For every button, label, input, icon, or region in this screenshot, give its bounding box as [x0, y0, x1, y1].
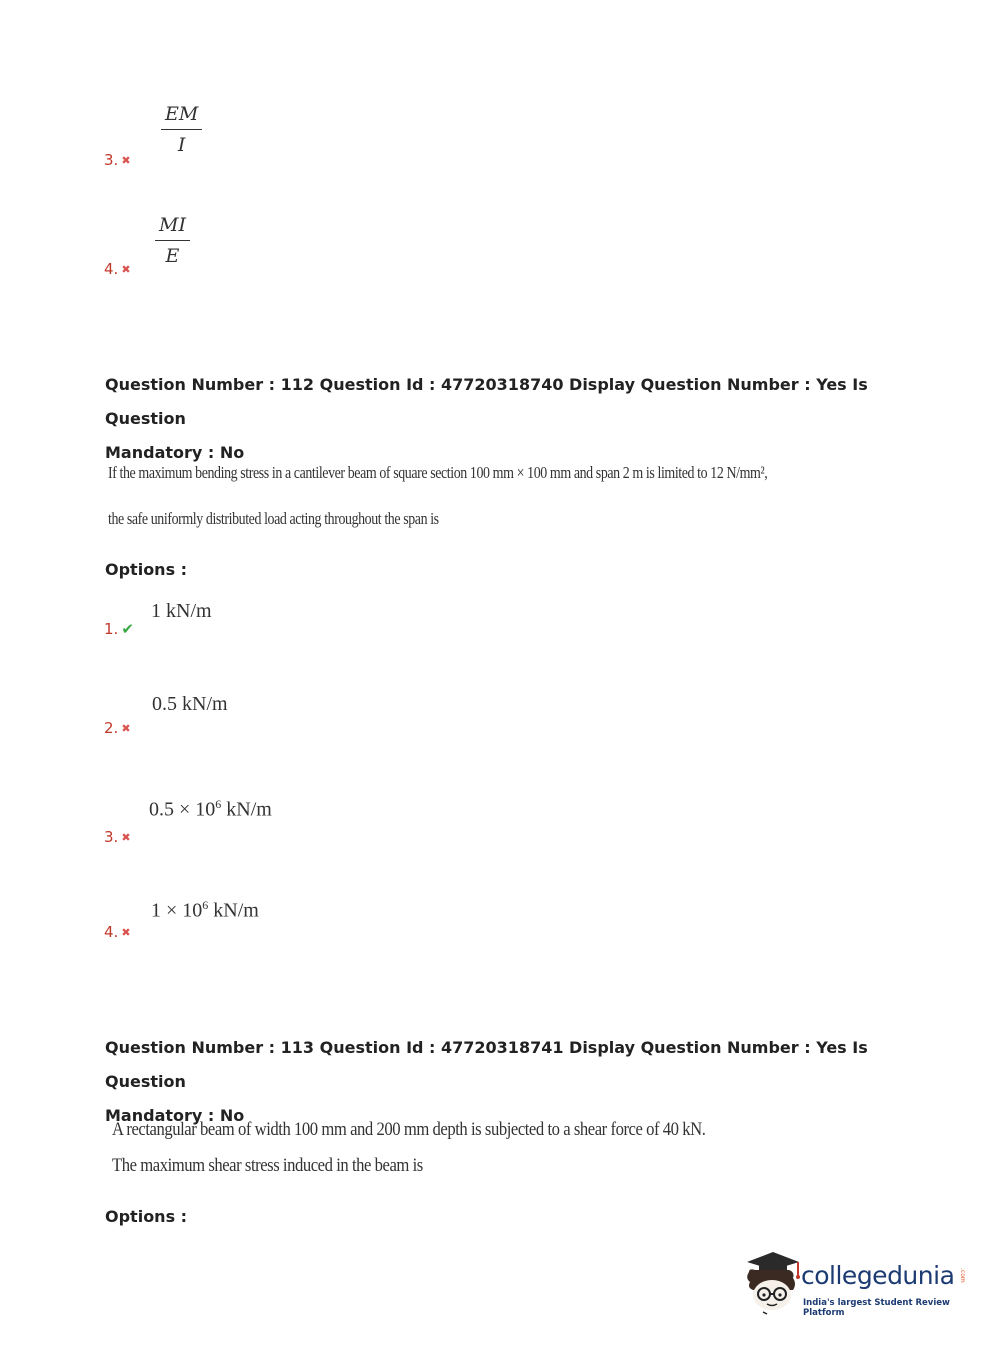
question-112-header	[105, 368, 925, 470]
question-112-options-label: Options :	[105, 560, 188, 579]
q112-option-3-number	[104, 827, 131, 846]
logo-wordmark: collegedunia	[801, 1261, 955, 1290]
option-value-unit: kN/m	[221, 798, 272, 821]
prev-option-3-formula	[161, 103, 202, 156]
option-number: 2.	[104, 719, 119, 737]
formula-denominator: E	[165, 245, 180, 267]
logo-tagline: India's largest Student Review Platform	[803, 1298, 950, 1318]
mascot-icon	[741, 1248, 801, 1316]
formula-numerator: MI	[155, 214, 190, 241]
option-value-base: 1 × 10	[151, 899, 203, 922]
q112-option-4-number	[104, 922, 131, 941]
prev-option-4-formula	[155, 214, 190, 267]
q112-option-2-number	[104, 718, 131, 737]
question-112-text-line-1: If the maximum bending stress in a cantilever beam of square section 100 mm × 100 mm and span 2 m is limited to 12 N/mm²,	[108, 463, 768, 482]
cross-icon: ✖	[121, 263, 131, 276]
option-value-exponent: 6	[202, 898, 209, 912]
option-value-base: 0.5 × 10	[149, 798, 216, 821]
option-value-exponent: 6	[215, 797, 222, 811]
question-header-line-1: Question Number : 112 Question Id : 47720318740 Display Question Number : Yes Is Question	[105, 375, 868, 428]
cross-icon: ✖	[121, 926, 131, 939]
question-112-text-line-2: the safe uniformly distributed load acting throughout the span is	[108, 509, 439, 528]
option-number: 3.	[104, 151, 119, 169]
cross-icon: ✖	[121, 722, 131, 735]
formula-numerator: EM	[161, 103, 202, 130]
q112-option-4-value	[151, 898, 259, 923]
option-number: 1.	[104, 620, 119, 638]
question-113-text-line-2: The maximum shear stress induced in the beam is	[112, 1156, 423, 1176]
cross-icon: ✖	[121, 831, 131, 844]
question-header-line-1: Question Number : 113 Question Id : 47720318741 Display Question Number : Yes Is Question	[105, 1038, 868, 1091]
q112-option-3-value	[149, 797, 272, 822]
question-113-options-label: Options :	[105, 1207, 188, 1226]
cross-icon: ✖	[121, 154, 131, 167]
q112-option-1-value: 1 kN/m	[151, 600, 212, 622]
logo-com-suffix: .com	[959, 1268, 966, 1283]
question-113-text-line-1: A rectangular beam of width 100 mm and 200 mm depth is subjected to a shear force of 40 kN.	[112, 1120, 706, 1140]
option-value-unit: kN/m	[208, 899, 259, 922]
question-113-header	[105, 1031, 925, 1133]
q112-option-1-number	[104, 619, 134, 638]
collegedunia-logo	[741, 1248, 971, 1320]
question-header-line-2: Mandatory : No	[105, 1106, 245, 1125]
option-number: 3.	[104, 828, 119, 846]
option-number: 4.	[104, 260, 119, 278]
check-icon: ✔	[121, 620, 134, 638]
formula-denominator: I	[177, 134, 186, 156]
prev-option-4-number	[104, 259, 131, 278]
q112-option-2-value: 0.5 kN/m	[152, 693, 228, 715]
option-number: 4.	[104, 923, 119, 941]
prev-option-3-number	[104, 150, 131, 169]
question-header-line-2: Mandatory : No	[105, 443, 245, 462]
